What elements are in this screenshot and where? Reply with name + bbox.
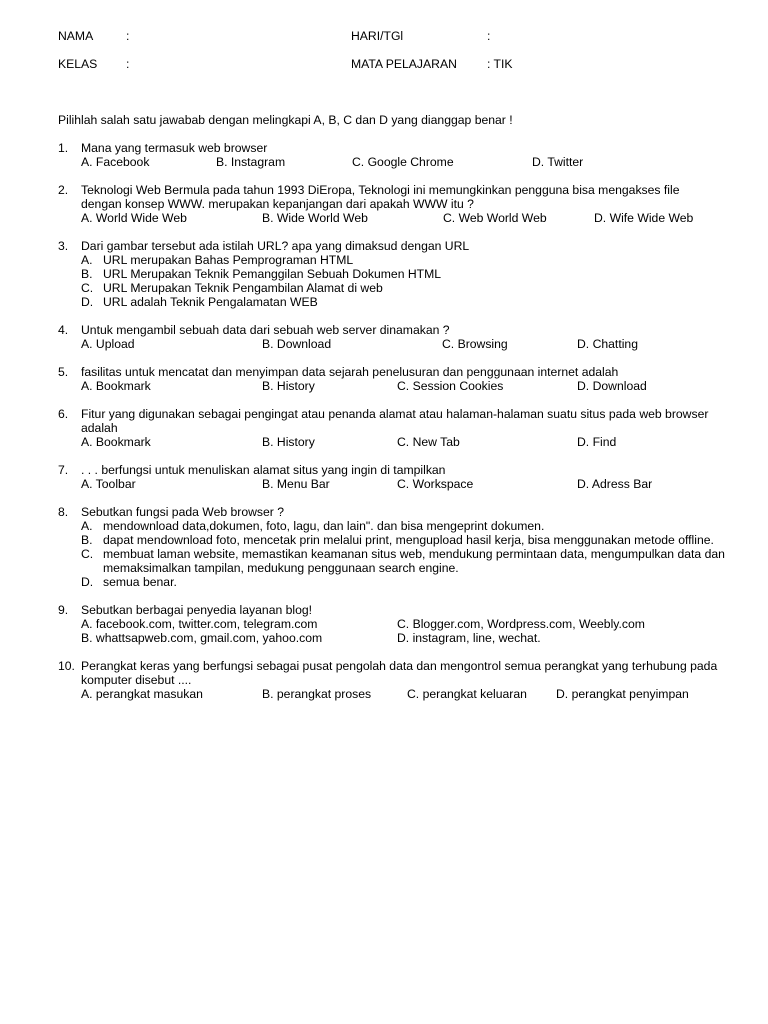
options-row [58,477,738,491]
option-b[interactable]: B. Download [262,337,332,351]
question-text: Teknologi Web Bermula pada tahun 1993 DiEropa, Teknologi ini memungkinkan pengguna bisa mengakses file [81,183,680,197]
option-a[interactable] [58,253,738,267]
option-d[interactable]: D. Twitter [532,155,584,169]
option-c[interactable]: C. perangkat keluaran [407,687,527,701]
question-text: Fitur yang digunakan sebagai pengingat atau penanda alamat atau halaman-halaman suatu situs pada web browser [81,407,709,421]
question-number: 5. [58,365,69,379]
question-4 [58,323,738,351]
option-a[interactable]: A. perangkat masukan [81,687,203,701]
option-b[interactable]: B. perangkat proses [262,687,372,701]
question-number: 6. [58,407,69,421]
hari-label: HARI/TGl [351,29,404,43]
question-text-cont: adalah [81,421,118,435]
mapel-label: MATA PELAJARAN [351,57,457,71]
options-row [58,155,738,169]
question-number: 4. [58,323,69,337]
option-b[interactable]: B. Wide World Web [262,211,368,225]
option-text: URL merupakan Bahas Pemprograman HTML [103,253,354,267]
option-c[interactable]: C. Blogger.com, Wordpress.com, Weebly.com [397,617,645,631]
option-a[interactable]: A. Bookmark [81,435,151,449]
option-c[interactable]: C. Google Chrome [352,155,454,169]
option-c[interactable] [58,281,738,295]
nama-colon: : [126,29,130,43]
question-8 [58,505,738,589]
question-text: Sebutkan berbagai penyedia layanan blog! [81,603,313,617]
option-a[interactable]: A. World Wide Web [81,211,187,225]
option-text: URL adalah Teknik Pengalamatan WEB [103,295,318,309]
options-row [58,631,738,645]
option-a[interactable]: A. Toolbar [81,477,136,491]
option-a[interactable]: A. facebook.com, twitter.com, telegram.com [81,617,318,631]
nama-label: NAMA [58,29,94,43]
question-1 [58,141,738,169]
question-text: Perangkat keras yang berfungsi sebagai pusat pengolah data dan mengontrol semua perangkat yang terhubung pada [81,659,718,673]
option-letter: B. [81,267,93,281]
options-row [58,687,738,701]
option-letter: C. [81,281,94,295]
option-b[interactable] [58,533,738,547]
options-row [58,435,738,449]
question-2 [58,183,738,225]
question-text: . . . berfungsi untuk menuliskan alamat situs yang ingin di tampilkan [81,463,446,477]
question-number: 8. [58,505,69,519]
mapel-value: : TIK [487,57,513,71]
question-number: 7. [58,463,69,477]
option-letter: A. [81,253,93,267]
question-text-cont: komputer disebut .... [81,673,192,687]
option-b[interactable]: B. Instagram [216,155,286,169]
option-text: URL Merupakan Teknik Pemanggilan Sebuah Dokumen HTML [103,267,442,281]
option-c[interactable] [58,547,738,575]
options-list [58,519,738,589]
question-3 [58,239,738,309]
hari-colon: : [487,29,491,43]
options-list [58,253,738,309]
option-letter: D. [81,295,94,309]
question-6 [58,407,738,449]
question-10 [58,659,738,701]
question-7 [58,463,738,491]
option-text: membuat laman website, memastikan keamanan situs web, mendukung permintaan data, mengumpulkan data dan memaksimalkan tampilan, medukung penggunaan search engine. [103,547,725,575]
question-text: Dari gambar tersebut ada istilah URL? apa yang dimaksud dengan URL [81,239,470,253]
options-row [58,211,738,225]
question-number: 3. [58,239,69,253]
question-number: 2. [58,183,69,197]
options-row [58,379,738,393]
question-number: 1. [58,141,69,155]
question-text: Untuk mengambil sebuah data dari sebuah web server dinamakan ? [81,323,450,337]
question-text-cont: dengan konsep WWW. merupakan kepanjangan dari apakah WWW itu ? [81,197,474,211]
option-c[interactable]: C. Workspace [397,477,474,491]
question-number: 9. [58,603,69,617]
option-b[interactable]: B. whattsapweb.com, gmail.com, yahoo.com [81,631,323,645]
option-a[interactable] [58,519,738,533]
option-c[interactable]: C. Web World Web [443,211,547,225]
option-d[interactable]: D. Find [577,435,617,449]
option-text: mendownload data,dokumen, foto, lagu, dan lain". dan bisa mengeprint dokumen. [103,519,545,533]
option-d[interactable]: D. Wife Wide Web [594,211,694,225]
option-d[interactable]: D. Chatting [577,337,638,351]
option-letter: D. [81,575,94,589]
option-text: URL Merupakan Teknik Pengambilan Alamat di web [103,281,383,295]
option-c[interactable]: C. Browsing [442,337,508,351]
option-d[interactable] [58,295,738,309]
options-row [58,617,738,631]
option-letter: B. [81,533,93,547]
options-row [58,337,738,351]
option-letter: A. [81,519,93,533]
option-text: semua benar. [103,575,177,589]
kelas-colon: : [126,57,130,71]
option-a[interactable]: A. Facebook [81,155,150,169]
kelas-label: KELAS [58,57,98,71]
question-5 [58,365,738,393]
option-d[interactable]: D. Download [577,379,647,393]
option-d[interactable]: D. Adress Bar [577,477,653,491]
question-number: 10. [58,659,75,673]
option-a[interactable]: A. Bookmark [81,379,151,393]
option-text: dapat mendownload foto, mencetak prin melalui print, mengupload hasil kerja, bisa menggunakan metode offline. [103,533,714,547]
option-letter: C. [81,547,94,561]
instruction: Pilihlah salah satu jawabab dengan melingkapi A, B, C dan D yang dianggap benar ! [58,113,513,127]
option-d[interactable]: D. instagram, line, wechat. [397,631,541,645]
option-b[interactable]: B. History [262,435,315,449]
option-d[interactable]: D. perangkat penyimpan [556,687,689,701]
option-c[interactable]: C. New Tab [397,435,460,449]
option-b[interactable]: B. Menu Bar [262,477,330,491]
option-c[interactable]: C. Session Cookies [397,379,504,393]
question-text: Mana yang termasuk web browser [81,141,268,155]
option-d[interactable] [58,575,738,589]
question-text: Sebutkan fungsi pada Web browser ? [81,505,285,519]
option-b[interactable] [58,267,738,281]
option-b[interactable]: B. History [262,379,315,393]
question-text: fasilitas untuk mencatat dan menyimpan data sejarah penelusuran dan penggunaan internet adalah [81,365,619,379]
question-9 [58,603,738,645]
option-a[interactable]: A. Upload [81,337,135,351]
